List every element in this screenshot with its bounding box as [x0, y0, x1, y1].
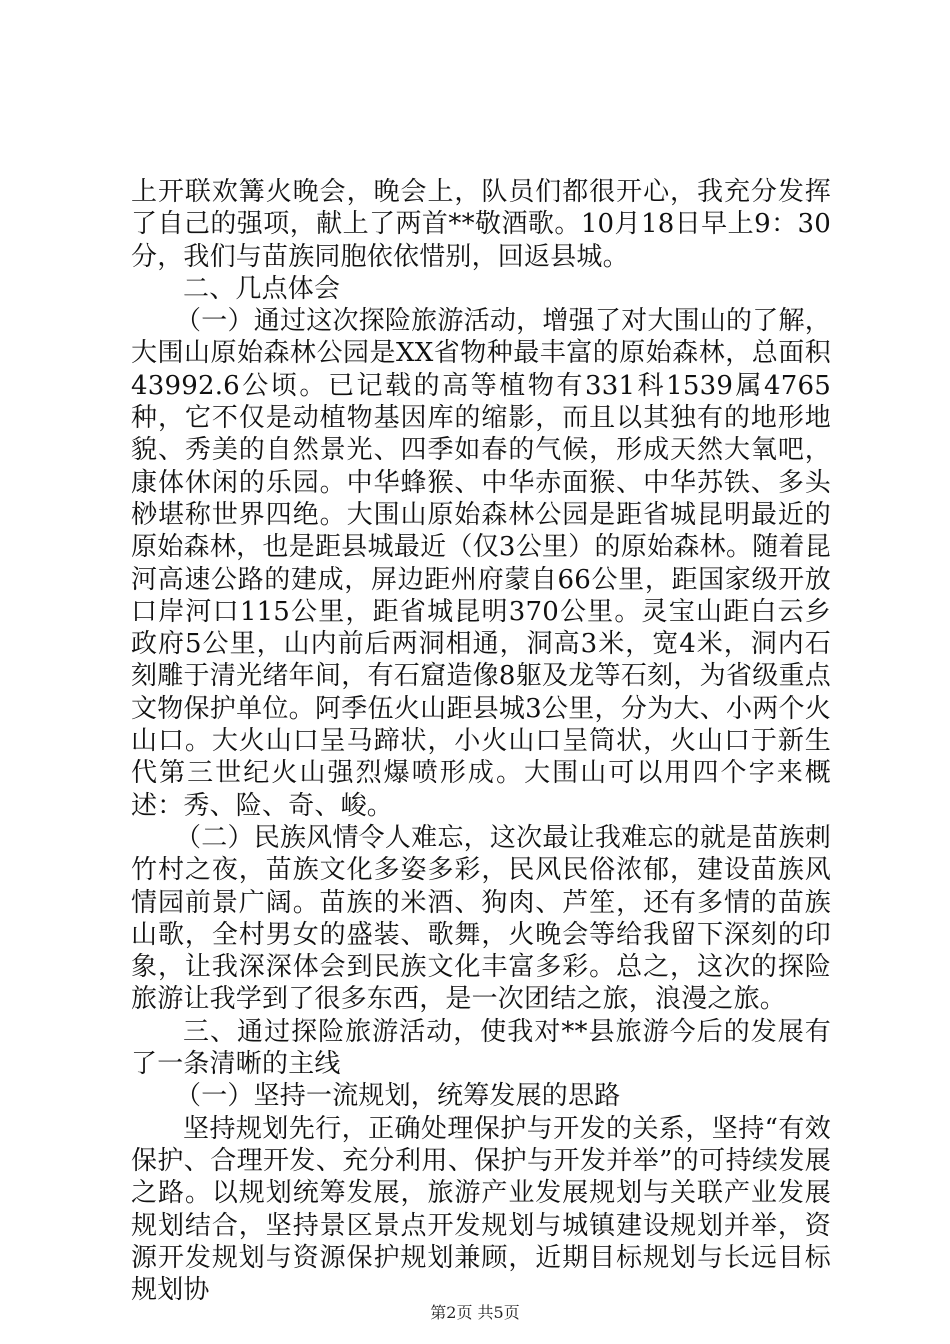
paragraph-daweishan: （一）通过这次探险旅游活动，增强了对大围山的了解，大围山原始森林公园是XX省物种最丰富的原始森林，总面积43992.6公顷。已记载的高等植物有331科1539属4765种，它不仅是动植物基因库的缩影，而且以其独有的地形地貌、秀美的自然景光、四季如春的气候，形成天然大氧吧，康体休闲的乐园。中华蜂猴、中华赤面猴、中华苏铁、多头桫堪称世界四绝。大围山原始森林公园是距省城昆明最近的原始森林，也是距县城最近（仅3公里）的原始森林。随着昆河高速公路的建成，屏边距州府蒙自66公里，距国家级开放口岸河口115公里，距省城昆明370公里。灵宝山距白云乡政府5公里，山内前后两洞相通，洞高3米，宽4米，洞内石刻雕于清光绪年间，有石窟造像8躯及龙等石刻，为省级重点文物保护单位。阿季伍火山距县城3公里，分为大、小两个火山口。大火山口呈马蹄状，小火山口呈筒状，火山口于新生代第三世纪火山强烈爆喷形成。大围山可以用四个字来概述：秀、险、奇、峻。: [131, 306, 831, 821]
paragraph-planning: 坚持规划先行，正确处理保护与开发的关系，坚持“有效保护、合理开发、充分利用、保护与开发并举”的可持续发展之路。以规划统筹发展，旅游产业发展规划与关联产业发展规划结合，坚持景区景点开发规划与城镇建设规划并举，资源开发规划与资源保护规划兼顾，近期目标规划与长远目标规划协: [131, 1113, 831, 1306]
heading-subsection-1: （一）坚持一流规划，统筹发展的思路: [175, 1081, 621, 1112]
paragraph-bonfire-continued: 上开联欢篝火晚会，晚会上，队员们都很开心，我充分发挥了自己的强项，献上了两首**敬酒歌。10月18日早上9：30分，我们与苗族同胞依依惜别，回返县城。: [131, 177, 831, 272]
body-text: [131, 176, 831, 1306]
heading-section-2: 二、几点体会: [183, 273, 341, 304]
paragraph-ethnic-customs: （二）民族风情令人难忘，这次最让我难忘的就是苗族刺竹村之夜，苗族文化多姿多彩，民风民俗浓郁，建设苗族风情园前景广阔。苗族的米酒、狗肉、芦笙，还有多情的苗族山歌，全村男女的盛装、歌舞，火晚会等给我留下深刻的印象，让我深深体会到民族文化丰富多彩。总之，这次的探险旅游让我学到了很多东西，是一次团结之旅，浪漫之旅。: [131, 822, 831, 1015]
page-footer: 第2页 共5页: [430, 1303, 520, 1322]
heading-section-3: 三、通过探险旅游活动，使我对**县旅游今后的发展有了一条清晰的主线: [131, 1016, 831, 1080]
